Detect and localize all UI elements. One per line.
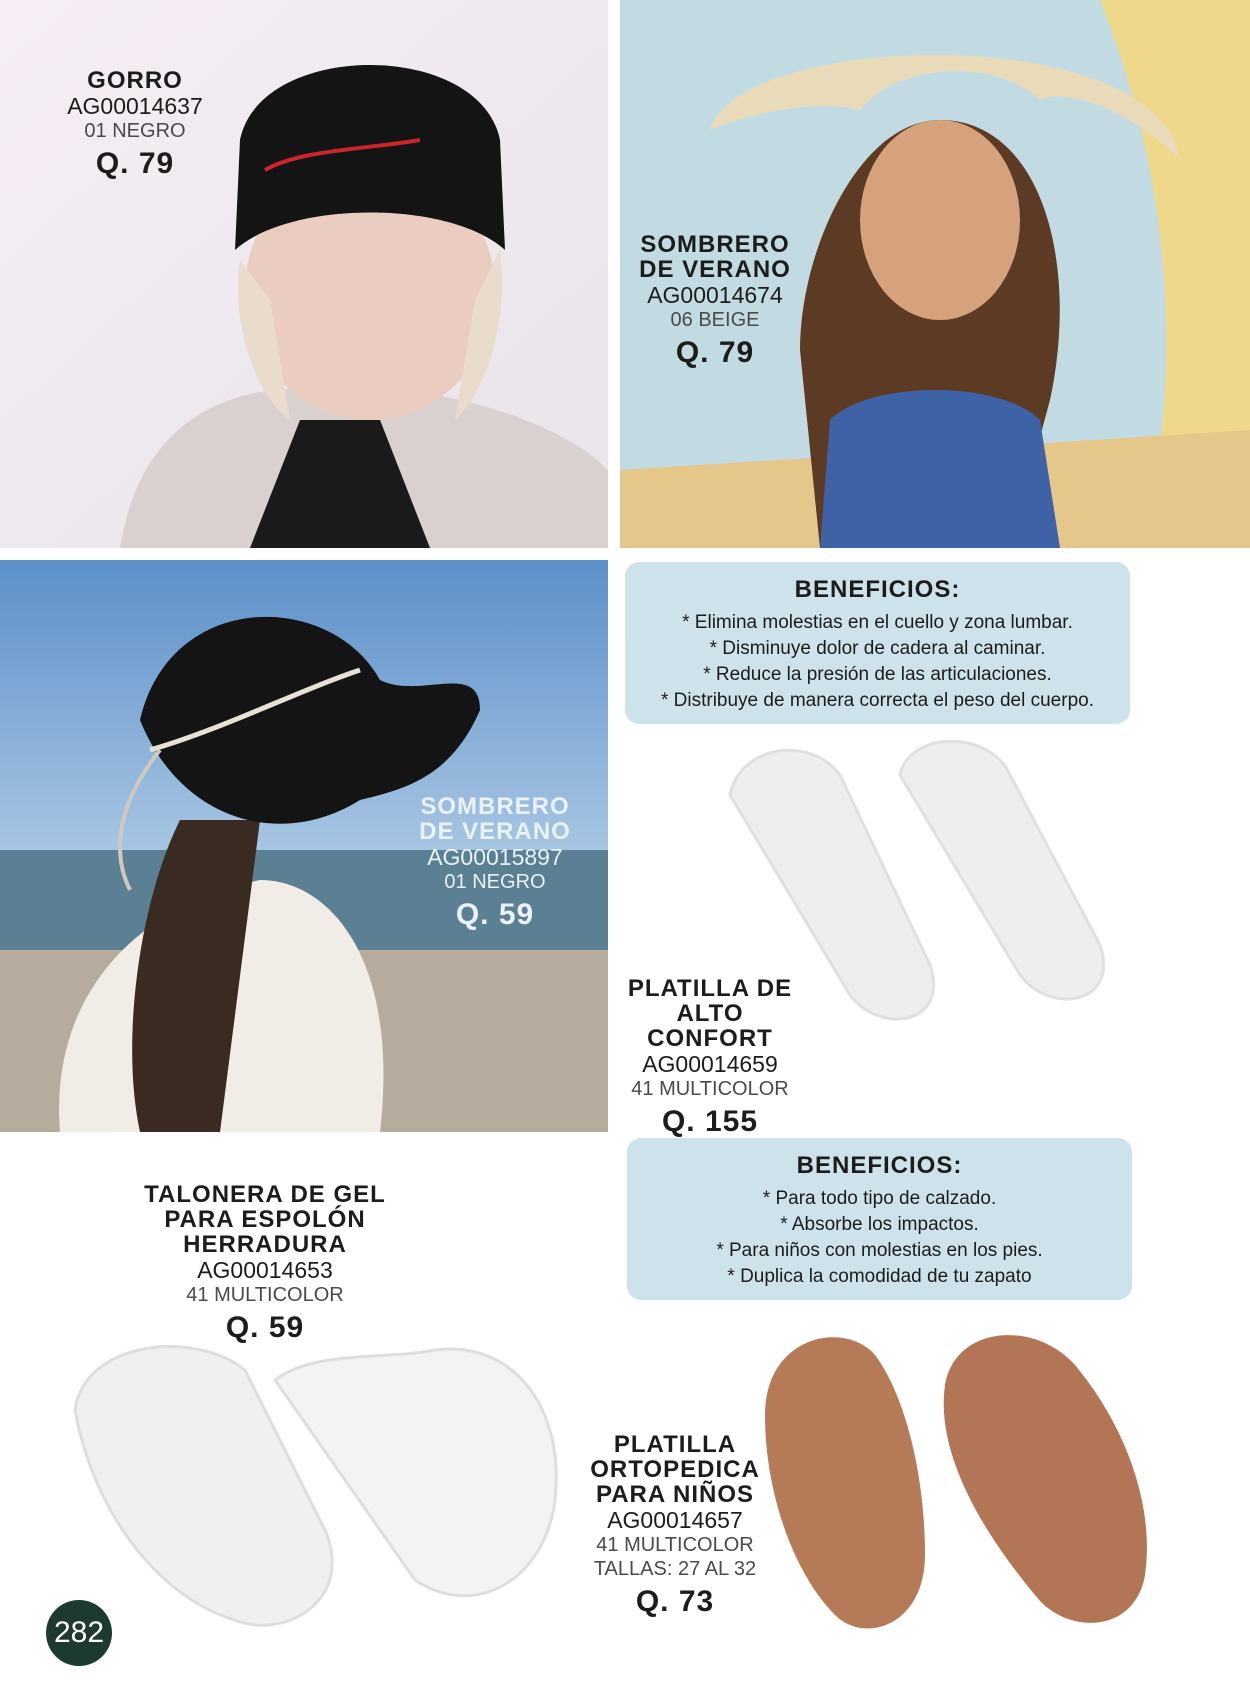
benefits-box-kids-insole: [627, 1138, 1132, 1300]
product-label-beanie: [40, 68, 230, 179]
product-color: 01 NEGRO: [84, 120, 186, 142]
product-color: 06 BEIGE: [670, 309, 760, 331]
benefit-item: * Distribuye de manera correcta el peso del cuerpo.: [660, 690, 1094, 711]
product-name-line: SOMBRERO: [640, 231, 790, 258]
benefits-box-insole: [625, 562, 1130, 724]
product-name-line: TALONERA DE GEL: [144, 1181, 386, 1208]
benefit-item: * Para todo tipo de calzado.: [762, 1188, 997, 1209]
product-price: Q. 79: [675, 336, 755, 369]
product-label-heel-cup: [140, 1182, 390, 1343]
product-label-bucket-hat: [400, 794, 590, 930]
product-code: AG00014653: [197, 1257, 333, 1283]
product-label-gel-insole: [610, 976, 810, 1137]
product-color: 01 NEGRO: [444, 871, 546, 893]
product-label-straw-hat: [620, 232, 810, 368]
product-sizes: TALLAS: 27 AL 32: [593, 1558, 757, 1580]
product-label-kids-insole: [580, 1432, 770, 1617]
product-price: Q. 73: [635, 1585, 715, 1618]
product-color: 41 MULTICOLOR: [631, 1078, 789, 1100]
heel-cup-illustration: [55, 1330, 565, 1630]
product-code: AG00014659: [642, 1051, 778, 1077]
product-name-line: HERRADURA: [183, 1231, 347, 1258]
product-name-line: ALTO CONFORT: [647, 1000, 773, 1052]
benefit-item: * Para niños con molestias en los pies.: [716, 1240, 1043, 1261]
benefit-item: * Disminuye dolor de cadera al caminar.: [709, 638, 1046, 659]
product-code: AG00015897: [427, 844, 563, 870]
product-name-line: DE VERANO: [419, 818, 571, 845]
product-price: Q. 79: [95, 147, 175, 180]
product-name-line: PLATILLA: [613, 1431, 737, 1458]
photo-heel-cup: [55, 1330, 565, 1630]
product-code: AG00014674: [647, 282, 783, 308]
product-name-line: PLATILLA DE: [627, 975, 793, 1002]
photo-kids-insole: [755, 1325, 1155, 1645]
product-code: AG00014657: [607, 1507, 743, 1533]
product-code: AG00014637: [67, 93, 203, 119]
product-name-line: PARA NIÑOS: [595, 1481, 754, 1508]
kids-insole-illustration: [755, 1325, 1155, 1645]
product-name-line: PARA ESPOLÓN: [164, 1206, 366, 1233]
product-name-line: ORTOPEDICA: [590, 1456, 760, 1483]
benefits-title: BENEFICIOS:: [794, 576, 961, 603]
product-color: 41 MULTICOLOR: [186, 1284, 344, 1306]
product-price: Q. 59: [455, 898, 535, 931]
product-name-line: SOMBRERO: [420, 793, 570, 820]
benefits-title: BENEFICIOS:: [796, 1152, 963, 1179]
benefit-item: * Elimina molestias en el cuello y zona lumbar.: [682, 612, 1073, 633]
benefit-item: * Duplica la comodidad de tu zapato: [727, 1266, 1032, 1287]
product-name-line: DE VERANO: [639, 256, 791, 283]
product-price: Q. 155: [661, 1105, 759, 1138]
benefit-item: * Absorbe los impactos.: [780, 1214, 979, 1235]
product-color: 41 MULTICOLOR: [596, 1534, 754, 1556]
product-price: Q. 59: [225, 1311, 305, 1344]
benefit-item: * Reduce la presión de las articulaciones.: [703, 664, 1052, 685]
product-name: GORRO: [87, 67, 183, 94]
page-number-badge: 282: [46, 1600, 112, 1666]
